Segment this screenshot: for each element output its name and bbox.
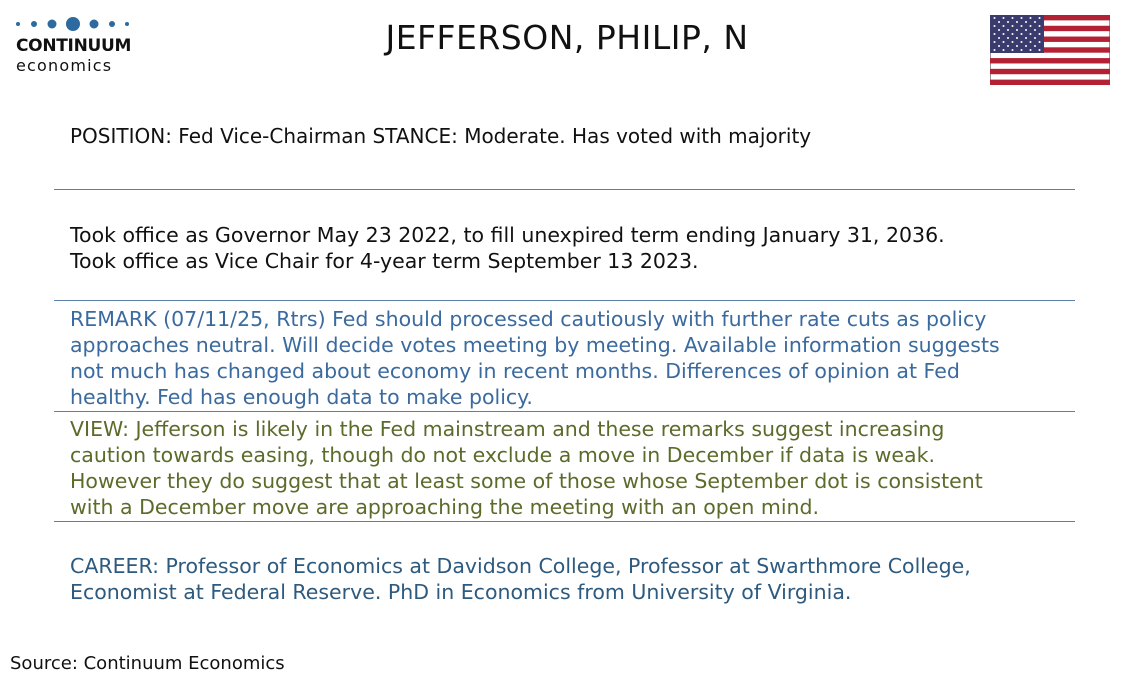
view-text bbox=[70, 416, 1080, 520]
career-text bbox=[70, 553, 1080, 605]
view-line: caution towards easing, though do not exclude a move in December if data is weak. bbox=[70, 443, 935, 467]
office-line: Took office as Vice Chair for 4-year term September 13 2023. bbox=[70, 249, 699, 273]
remark-line: REMARK (07/11/25, Rtrs) Fed should processed cautiously with further rate cuts as policy bbox=[70, 307, 987, 331]
remark-line: approaches neutral. Will decide votes meeting by meeting. Available information suggests bbox=[70, 333, 1000, 357]
us-flag-icon bbox=[990, 15, 1110, 85]
divider-3 bbox=[54, 411, 1075, 412]
remark-line: not much has changed about economy in recent months. Differences of opinion at Fed bbox=[70, 359, 960, 383]
logo-name: CONTINUUM bbox=[16, 36, 132, 56]
divider-4 bbox=[54, 521, 1075, 522]
page-title: JEFFERSON, PHILIP, N bbox=[385, 18, 749, 57]
remark-text bbox=[70, 306, 1080, 410]
logo-subtitle: economics bbox=[16, 56, 113, 75]
view-line: However they do suggest that at least some of those whose September dot is consistent bbox=[70, 469, 983, 493]
divider-2 bbox=[54, 300, 1075, 301]
career-line: CAREER: Professor of Economics at Davidson College, Professor at Swarthmore College, bbox=[70, 554, 971, 578]
office-line: Took office as Governor May 23 2022, to fill unexpired term ending January 31, 2036. bbox=[70, 223, 945, 247]
office-text bbox=[70, 222, 945, 274]
source-note: Source: Continuum Economics bbox=[10, 653, 285, 674]
remark-line: healthy. Fed has enough data to make policy. bbox=[70, 385, 533, 409]
view-line: with a December move are approaching the meeting with an open mind. bbox=[70, 495, 820, 519]
divider-1 bbox=[54, 189, 1075, 190]
position-stance-line: POSITION: Fed Vice-Chairman STANCE: Moderate. Has voted with majority bbox=[70, 124, 812, 148]
career-line: Economist at Federal Reserve. PhD in Economics from University of Virginia. bbox=[70, 580, 852, 604]
view-line: VIEW: Jefferson is likely in the Fed mainstream and these remarks suggest increasing bbox=[70, 417, 945, 441]
